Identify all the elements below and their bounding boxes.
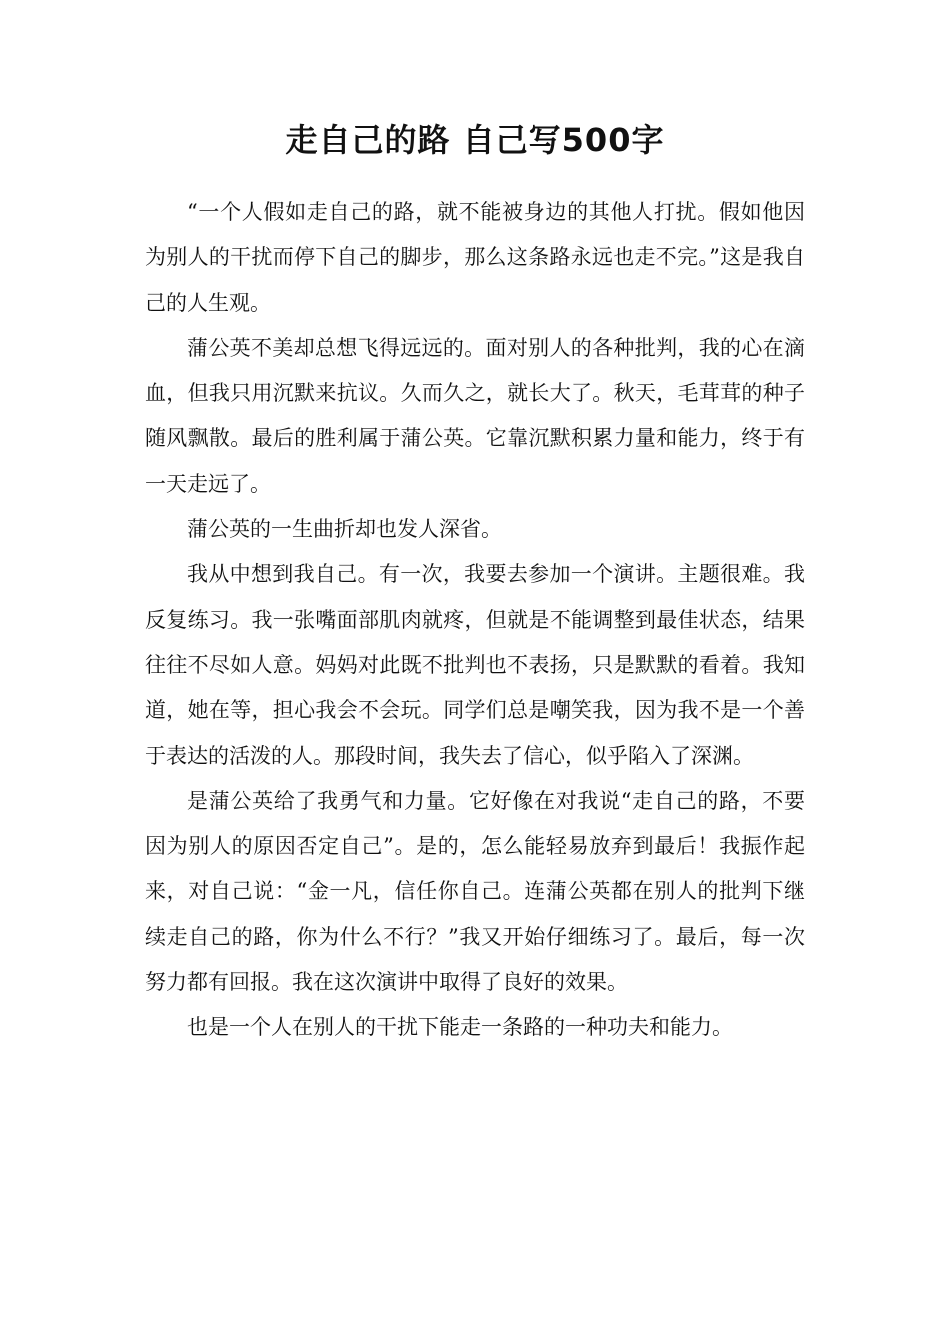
paragraph-4: 我从中想到我自己。有一次，我要去参加一个演讲。主题很难。我反复练习。我一张嘴面部肌肉就疼，但就是不能调整到最佳状态，结果往往不尽如人意。妈妈对此既不批判也不表扬，只是默默的看着。我知道，她在等，担心我会不会玩。同学们总是嘲笑我，因为我不是一个善于表达的活泼的人。那段时间，我失去了信心，似乎陷入了深渊。 (145, 562, 805, 768)
document-title: 走自己的路 自己写500字 (285, 121, 665, 159)
paragraph-1: “一个人假如走自己的路，就不能被身边的其他人打扰。假如他因为别人的干扰而停下自己的脚步，那么这条路永远也走不完。”这是我自己的人生观。 (145, 200, 805, 315)
paragraph-3: 蒲公英的一生曲折却也发人深省。 (187, 517, 502, 542)
document-body (145, 190, 805, 1051)
paragraph-2: 蒲公英不美却总想飞得远远的。面对别人的各种批判，我的心在滴血，但我只用沉默来抗议。久而久之，就长大了。秋天，毛茸茸的种子随风飘散。最后的胜利属于蒲公英。它靠沉默积累力量和能力，终于有一天走远了。 (145, 335, 805, 496)
paragraph-6: 也是一个人在别人的干扰下能走一条路的一种功夫和能力。 (187, 1015, 733, 1040)
paragraph-5: 是蒲公英给了我勇气和力量。它好像在对我说“走自己的路，不要因为别人的原因否定自己”。是的，怎么能轻易放弃到最后！我振作起来，对自己说：“金一凡，信任你自己。连蒲公英都在别人的批判下继续走自己的路，你为什么不行？”我又开始仔细练习了。最后，每一次努力都有回报。我在这次演讲中取得了良好的效果。 (145, 788, 805, 995)
